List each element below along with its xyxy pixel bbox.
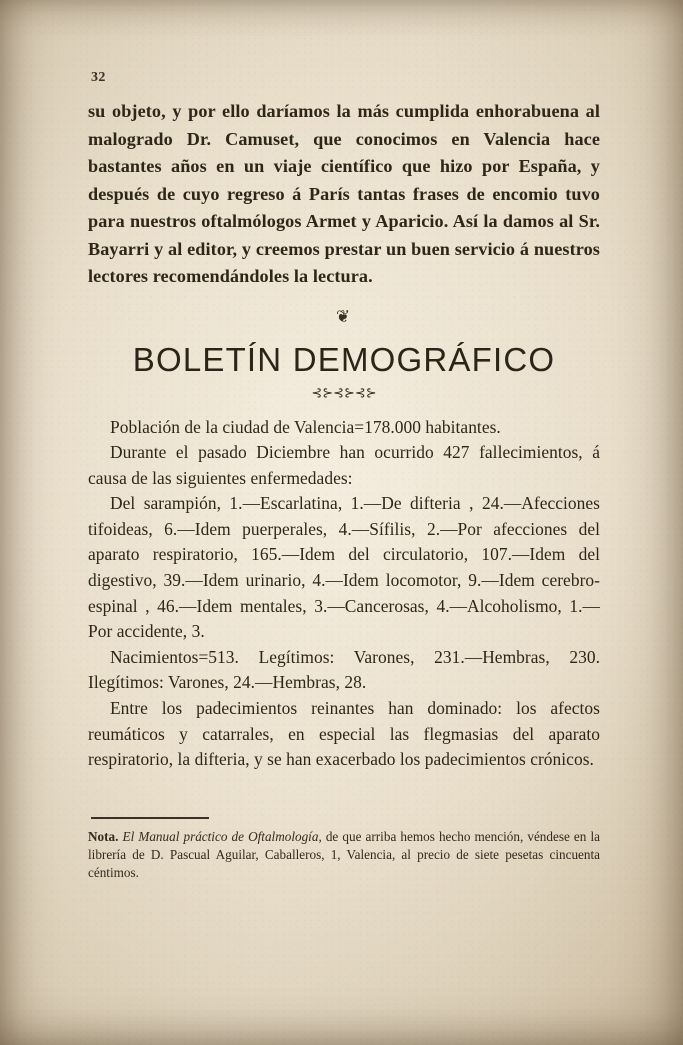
bulletin-paragraph-1: Población de la ciudad de Valencia=178.000 habitantes. <box>110 416 501 437</box>
page-number: 32 <box>91 70 106 85</box>
page-content <box>88 70 600 882</box>
footnote-rest: , de que arriba hemos hecho mención, véndese en la librería de D. Pascual Aguilar, Caballeros, 1, Valencia, al precio de siete pesetas cincuenta céntimos. <box>88 828 601 881</box>
demographic-bulletin-body <box>88 415 600 773</box>
intro-paragraph: su objeto, y por ello daríamos la más cumplida enhorabuena al malogrado Dr. Camuset, que conocimos en Valencia hace bastantes años en un viaje científico que hizo por España, y después de cuyo regreso á París tantas frases de encomio tuvo para nuestros oftalmólogos Armet y Aparicio. Así la damos al Sr. Bayarri y al editor, y creemos prestar un buen servicio á nuestros lectores recomendándoles la lectura. <box>88 101 600 286</box>
footnote-text <box>88 828 600 883</box>
ornament-rule-icon: ⊰⊱⊰⊱⊰⊱ <box>311 384 377 400</box>
bulletin-paragraph-5: Entre los padecimientos reinantes han dominado: los afectos reumáticos y catarrales, en especial las flegmasias del aparato respiratorio, la difteria, y se han exacerbado los padecimientos crónicos. <box>88 698 600 770</box>
footnote-title: El Manual práctico de Oftalmología <box>122 828 319 844</box>
bulletin-paragraph-4: Nacimientos=513. Legítimos: Varones, 231.—Hembras, 230. Ilegítimos: Varones, 24.—Hembras, 28. <box>88 646 600 693</box>
footnote-block <box>88 817 600 883</box>
bulletin-paragraph-2: Durante el pasado Diciembre han ocurrido 427 fallecimientos, á causa de las siguientes enfermedades: <box>88 442 600 488</box>
ornament-divider-icon: ❦ <box>335 306 353 326</box>
bulletin-paragraph-3: Del sarampión, 1.—Escarlatina, 1.—De difteria , 24.—Afecciones tifoideas, 6.—Idem puerperales, 4.—Sífilis, 2.—Por afecciones del aparato respiratorio, 165.—Idem del circulatorio, 107.—Idem del digestivo, 39.—Idem urinario, 4.—Idem locomotor, 9.—Idem cerebro-espinal , 46.—Idem mentales, 3.—Cancerosas, 4.—Alcoholismo, 1.—Por accidente, 3. <box>88 493 600 642</box>
footnote-divider <box>91 817 209 819</box>
footnote-label: Nota. <box>88 828 119 844</box>
section-title: BOLETÍN DEMOGRÁFICO <box>132 340 556 378</box>
